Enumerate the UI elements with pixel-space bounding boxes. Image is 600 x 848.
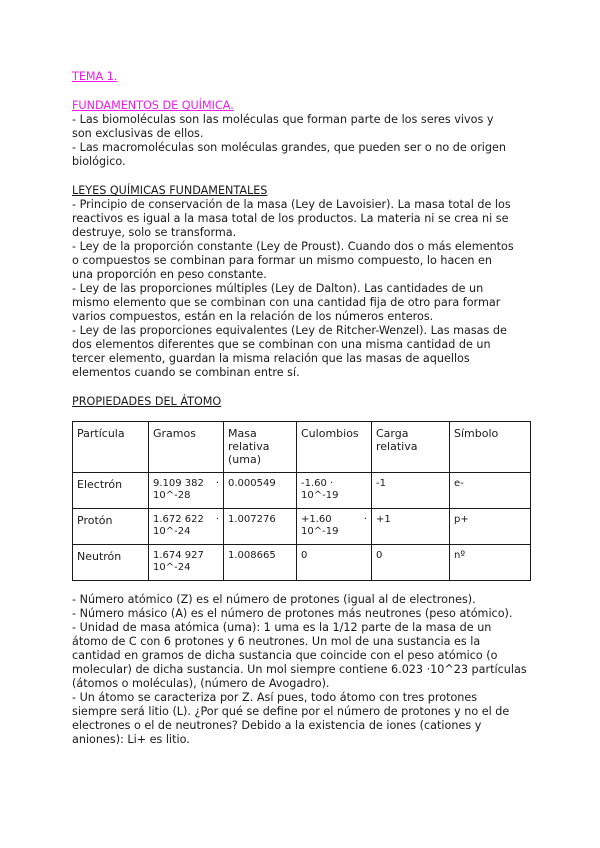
text-line: - Número atómico (Z) es el número de protones (igual al de electrones).: [72, 593, 476, 606]
text-line: varios compuestos, están en la relación de los números enteros.: [72, 310, 434, 323]
cell-culombios: 0: [297, 545, 372, 581]
gramos-mantissa: 9.109 382: [153, 478, 204, 489]
cell-carga: +1: [372, 509, 450, 545]
cell-carga: 0: [372, 545, 450, 581]
leyes-title: LEYES QUÍMICAS FUNDAMENTALES: [72, 184, 268, 197]
text-line: siempre será litio (L). ¿Por qué se define por el número de protones y no el de: [72, 705, 510, 718]
cell-particula: Protón: [73, 509, 149, 545]
text-line: mismo elemento que se combinan con una cantidad fija de otro para formar: [72, 296, 501, 309]
text-line: - Un átomo se caracteriza por Z. Así pues, todo átomo con tres protones: [72, 691, 478, 704]
text-line: - Unidad de masa atómica (uma): 1 uma es la 1/12 parte de la masa de un: [72, 621, 492, 634]
text-line: - Principio de conservación de la masa (Ley de Lavoisier). La masa total de los: [72, 198, 511, 211]
header-cell: Carga relativa: [372, 422, 450, 473]
table-header-row: [73, 422, 531, 473]
text-line: aniones): Li+ es litio.: [72, 733, 190, 746]
text-line: - Las biomoléculas son las moléculas que forman parte de los seres vivos y: [72, 113, 494, 126]
dot: ·: [215, 478, 219, 489]
cell-simbolo: nº: [450, 545, 531, 581]
fundamentos-body: [72, 113, 528, 169]
gramos-exp: 10^-24: [153, 562, 191, 573]
text-line: destruye, solo se transforma.: [72, 226, 237, 239]
propiedades-title: PROPIEDADES DEL ÁTOMO: [72, 395, 222, 408]
dot: ·: [215, 514, 219, 525]
tema-title: TEMA 1.: [72, 70, 118, 83]
table-row: [73, 473, 531, 509]
header-cell: Masa relativa (uma): [224, 422, 297, 473]
text-line: (átomos o moléculas), (número de Avogadro).: [72, 677, 330, 690]
cell-culombios: -1.60 · 10^-19: [297, 473, 372, 509]
header-cell: Símbolo: [450, 422, 531, 473]
cell-masa: 1.008665: [224, 545, 297, 581]
text-line: tercer elemento, guardan la misma relación que las masas de aquellos: [72, 352, 470, 365]
cell-carga: -1: [372, 473, 450, 509]
atom-properties-table: [72, 421, 531, 581]
text-line: - Ley de la proporción constante (Ley de Proust). Cuando dos o más elementos: [72, 240, 514, 253]
text-line: cantidad en gramos de dicha sustancia que coincide con el peso atómico (o: [72, 649, 498, 662]
leyes-body: [72, 198, 528, 380]
cell-particula: Neutrón: [73, 545, 149, 581]
cell-gramos: [149, 545, 224, 581]
text-line: o compuestos se combinan para formar un mismo compuesto, lo hacen en: [72, 254, 492, 267]
text-line: molecular) de dicha sustancia. Un mol siempre contiene 6.023 ·10^23 partículas: [72, 663, 527, 676]
fundamentos-title: FUNDAMENTOS DE QUÍMICA.: [72, 99, 234, 112]
table-row: [73, 509, 531, 545]
text-line: electrones o el de neutrones? Debido a la existencia de iones (cationes y: [72, 719, 482, 732]
header-cell: Culombios: [297, 422, 372, 473]
text-line: dos elementos diferentes que se combinan con una misma cantidad de un: [72, 338, 491, 351]
text-line: son exclusivas de ellos.: [72, 127, 204, 140]
cell-particula: Electrón: [73, 473, 149, 509]
dot: ·: [363, 514, 367, 525]
gramos-exp: 10^-24: [153, 526, 191, 537]
header-cell: Partícula: [73, 422, 149, 473]
gramos-mantissa: 1.674 927: [153, 550, 204, 561]
table-row: [73, 545, 531, 581]
text-line: biológico.: [72, 155, 126, 168]
text-line: una proporción en peso constante.: [72, 268, 267, 281]
cell-masa: 0.000549: [224, 473, 297, 509]
text-line: - Ley de las proporciones múltiples (Ley de Dalton). Las cantidades de un: [72, 282, 484, 295]
cell-gramos: [149, 509, 224, 545]
gramos-mantissa: 1.672 622: [153, 514, 204, 525]
text-line: - Número másico (A) es el número de protones más neutrones (peso atómico).: [72, 607, 513, 620]
text-line: - Las macromoléculas son moléculas grandes, que pueden ser o no de origen: [72, 141, 506, 154]
cell-simbolo: p+: [450, 509, 531, 545]
gramos-exp: 10^-28: [153, 490, 191, 501]
cell-gramos: [149, 473, 224, 509]
cell-culombios: [297, 509, 372, 545]
document-page: [72, 70, 528, 747]
text-line: reactivos es igual a la masa total de los productos. La materia ni se crea ni se: [72, 212, 509, 225]
cell-simbolo: e-: [450, 473, 531, 509]
after-table-body: [72, 593, 528, 747]
cell-masa: 1.007276: [224, 509, 297, 545]
text-line: - Ley de las proporciones equivalentes (Ley de Ritcher-Wenzel). Las masas de: [72, 324, 507, 337]
culombios-exp: 10^-19: [301, 526, 339, 537]
text-line: elementos cuando se combinan entre sí.: [72, 366, 300, 379]
text-line: átomo de C con 6 protones y 6 neutrones. Un mol de una sustancia es la: [72, 635, 481, 648]
header-cell: Gramos: [149, 422, 224, 473]
culombios-mantissa: +1.60: [301, 514, 332, 525]
